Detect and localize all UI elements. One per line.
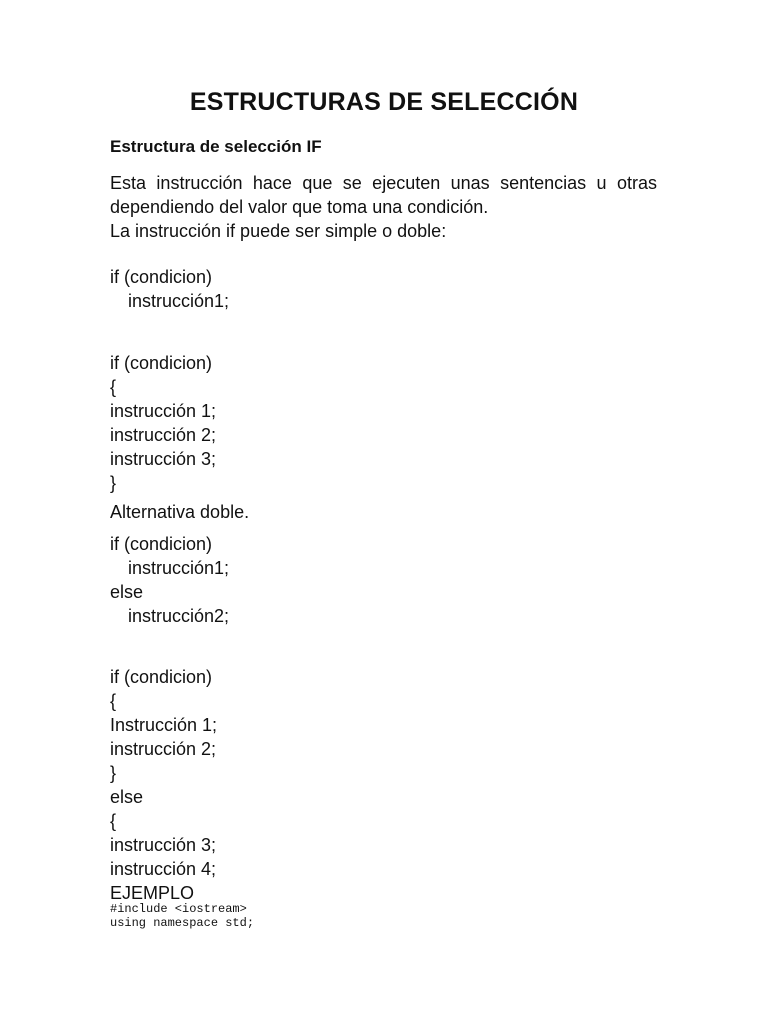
code-line: }	[110, 473, 117, 493]
code-line: instrucción 2;	[110, 425, 217, 445]
intro-line-2: dependiendo del valor que toma una condición.	[110, 197, 489, 217]
section-subtitle: Estructura de selección IF	[110, 137, 322, 156]
simple-if-single	[110, 265, 229, 313]
example-heading: EJEMPLO	[110, 883, 195, 903]
double-if-block	[110, 665, 217, 905]
code-line: instrucción 3;	[110, 835, 217, 855]
heading-text: Alternativa doble.	[110, 502, 250, 522]
code-line: {	[110, 811, 117, 831]
code-line: if (condicion)	[110, 534, 213, 554]
code-line: instrucción2;	[128, 606, 230, 626]
intro-line-1: Esta instrucción hace que se ejecuten unas sentencias u otras	[110, 173, 657, 193]
example-code	[110, 902, 254, 930]
code-line: #include <iostream>	[110, 902, 247, 916]
code-line: instrucción 3;	[110, 449, 217, 469]
code-line: instrucción 4;	[110, 859, 217, 879]
intro-line-3: La instrucción if puede ser simple o doble:	[110, 221, 447, 241]
page-title: ESTRUCTURAS DE SELECCIÓN	[189, 88, 579, 116]
code-line: else	[110, 582, 144, 602]
code-line: if (condicion)	[110, 353, 213, 373]
double-if-single	[110, 532, 229, 628]
code-line: instrucción1;	[128, 291, 230, 311]
code-line: instrucción 2;	[110, 739, 217, 759]
simple-if-block	[110, 351, 216, 495]
code-line: Instrucción 1;	[110, 715, 218, 735]
code-line: {	[110, 377, 117, 397]
double-alternative-heading	[110, 500, 249, 524]
code-line: if (condicion)	[110, 267, 213, 287]
code-line: }	[110, 763, 117, 783]
code-line: {	[110, 691, 117, 711]
code-line: instrucción 1;	[110, 401, 217, 421]
code-line: using namespace std;	[110, 916, 255, 930]
code-line: instrucción1;	[128, 558, 230, 578]
code-line: if (condicion)	[110, 667, 213, 687]
code-line: else	[110, 787, 144, 807]
intro-paragraph	[110, 171, 657, 243]
